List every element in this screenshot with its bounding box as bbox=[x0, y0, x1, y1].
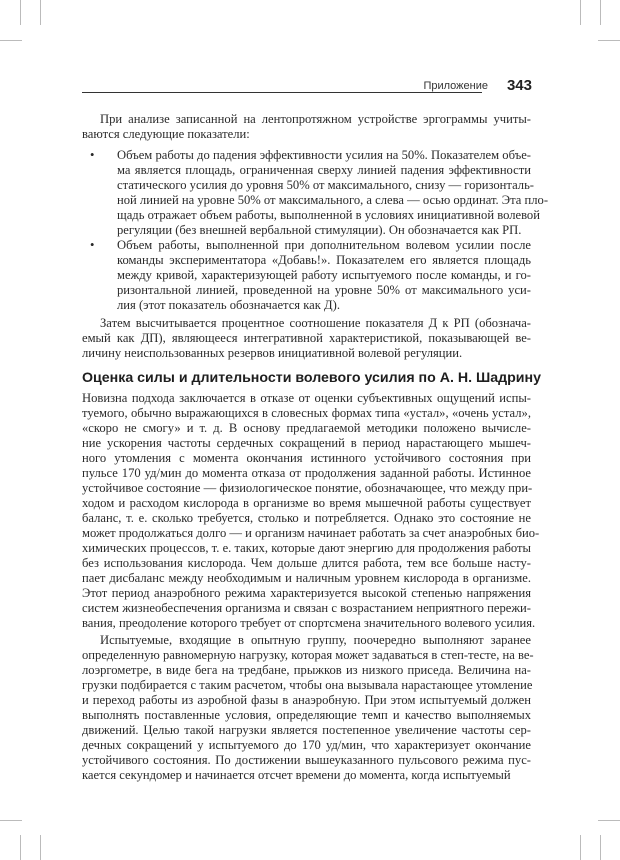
bullet-list bbox=[82, 148, 549, 313]
crop-mark bbox=[0, 40, 22, 41]
text-line: статического усилия до уровня 50% от максимального, снизу — горизонталь- bbox=[117, 178, 535, 192]
text-line: ваются следующие показатели: bbox=[82, 127, 250, 141]
text-line: Испытуемые, входящие в опытную группу, поочередно выполняют заранее bbox=[100, 633, 531, 647]
paragraph-intro bbox=[82, 112, 531, 142]
text-line: и переход работы из аэробной фазы в анаэробную. При этом испытуемый должен bbox=[82, 693, 531, 707]
text-line: кается секундомер и начинается отсчет времени до момента, когда испытуемый bbox=[82, 768, 511, 782]
header-rule bbox=[82, 92, 482, 93]
text-line: ние ускорения частоты сердечных сокращений в период нарастающего мышеч- bbox=[82, 436, 531, 450]
text-line: вания, преодоление которого требует от спортсмена значительного волевого усилия. bbox=[82, 616, 536, 630]
page-body bbox=[82, 112, 549, 789]
crop-mark bbox=[600, 0, 601, 25]
crop-mark bbox=[0, 820, 22, 821]
text-line: дечных сокращений у испытуемого до 170 уд/мин, что характеризует окончание bbox=[82, 738, 531, 752]
text-line: ходом и расходом кислорода в организме во время мышечной работы существует bbox=[82, 496, 531, 510]
text-line: лия (этот показатель обозначается как Д). bbox=[117, 298, 340, 312]
text-line: туемого, обычно выражающихся в словесных формах типа «устал», «очень устал», bbox=[82, 406, 531, 420]
text-line: устойчивое состояние — физиологическое понятие, обозначающее, что между при- bbox=[82, 481, 533, 495]
text-line: пает дисбаланс между необходимым и наличным уровнем кислорода в организме. bbox=[82, 571, 531, 585]
section-heading: Оценка силы и длительности волевого усилия по А. Н. Шадрину bbox=[82, 370, 541, 386]
crop-mark bbox=[40, 835, 41, 860]
text-line: без использования кислорода. Чем дольше длится работа, тем все больше насту- bbox=[82, 556, 531, 570]
text-line: Объем работы до падения эффективности усилия на 50%. Показателем объе- bbox=[117, 148, 531, 162]
text-line: определенную равномерную нагрузку, которая может задаваться в степ-тесте, на ве- bbox=[82, 648, 534, 662]
text-line: пульсе 170 уд/мин до момента отказа от продолжения заданной работы. Истинное bbox=[82, 466, 531, 480]
text-line: Этот период анаэробного режима характеризуется высокой степенью напряжения bbox=[82, 586, 531, 600]
crop-mark bbox=[20, 835, 21, 860]
text-line: химических процессов, т. е. таких, которые дают энергию для продолжения работы bbox=[82, 541, 531, 555]
page-number: 343 bbox=[506, 77, 532, 94]
text-line: ризонтальной линией, проведенной на уровне 50% от максимального уси- bbox=[117, 283, 531, 297]
list-item bbox=[82, 148, 549, 238]
text-line: ма является площадь, ограниченная сверху линией падения эффективности bbox=[117, 163, 531, 177]
text-line: Новизна подхода заключается в отказе от оценки субъективных ощущений испы- bbox=[82, 391, 531, 405]
text-line: баланс, т. е. сколько требуется, столько и потребляется. Однако это состояние не bbox=[82, 511, 531, 525]
text-line: емый как ДП), являющееся интегративной характеристикой, показывающей ве- bbox=[82, 331, 531, 345]
text-line: Объем работы, выполненной при дополнительном волевом усилии после bbox=[117, 238, 531, 252]
text-line: ного утомления с момента окончания истинного устойчивого состояния при bbox=[82, 451, 531, 465]
text-line: команды экспериментатора «Добавь!». Показателем его является площадь bbox=[117, 253, 531, 267]
bullet-icon: • bbox=[90, 148, 95, 162]
running-header bbox=[82, 77, 532, 98]
text-line: личину неиспользованных резервов инициативной волевой регуляции. bbox=[82, 346, 463, 360]
text-line: регуляции (без внешней вербальной стимуляции). Он обозначается как РП. bbox=[117, 223, 522, 237]
crop-mark bbox=[598, 820, 620, 821]
crop-mark bbox=[580, 835, 581, 860]
text-line: устойчивого состояния. По достижении вышеуказанного пульсового режима пус- bbox=[82, 753, 531, 767]
text-line: между кривой, характеризующей работу испытуемого после команды, и го- bbox=[117, 268, 531, 282]
crop-mark bbox=[598, 40, 620, 41]
crop-mark bbox=[580, 0, 581, 25]
section-title: Приложение bbox=[423, 80, 488, 92]
crop-mark bbox=[40, 0, 41, 25]
text-line: движений. Целью такой нагрузки является постепенное увеличение частоты сер- bbox=[82, 723, 531, 737]
text-line: выполнять поставленные условия, определяющие темп и качество выполняемых bbox=[82, 708, 531, 722]
paragraph-ratio bbox=[82, 316, 531, 361]
crop-mark bbox=[20, 0, 21, 25]
text-line: «скоро не смогу» и т. д. В основу предлагаемой методики положено вычисле- bbox=[82, 421, 531, 435]
text-line: щадь отражает объем работы, выполненной в условиях инициативной волевой bbox=[117, 208, 540, 222]
text-line: лоэргометре, в виде бега на тредбане, прыжков из низкого приседа. Величина на- bbox=[82, 663, 531, 677]
bullet-icon: • bbox=[90, 238, 95, 252]
text-line: ной линией на уровне 50% от максимального, а слева — осью ординат. Эта пло- bbox=[117, 193, 549, 207]
paragraph-subjects bbox=[82, 633, 534, 783]
paragraph-novelty bbox=[82, 391, 540, 631]
text-line: может продолжаться долго — и организм начинает работать за счет анаэробных био- bbox=[82, 526, 540, 540]
list-item bbox=[82, 238, 531, 313]
text-line: систем жизнеобеспечения организма и связан с возрастанием неприятного пережи- bbox=[82, 601, 531, 615]
text-line: грузки подбирается с таким расчетом, чтобы она вызывала нарастающее утомление bbox=[82, 678, 533, 692]
text-line: Затем высчитывается процентное соотношение показателя Д к РП (обознача- bbox=[100, 316, 531, 330]
text-line: При анализе записанной на лентопротяжном устройстве эргограммы учиты- bbox=[100, 112, 531, 126]
crop-mark bbox=[600, 835, 601, 860]
